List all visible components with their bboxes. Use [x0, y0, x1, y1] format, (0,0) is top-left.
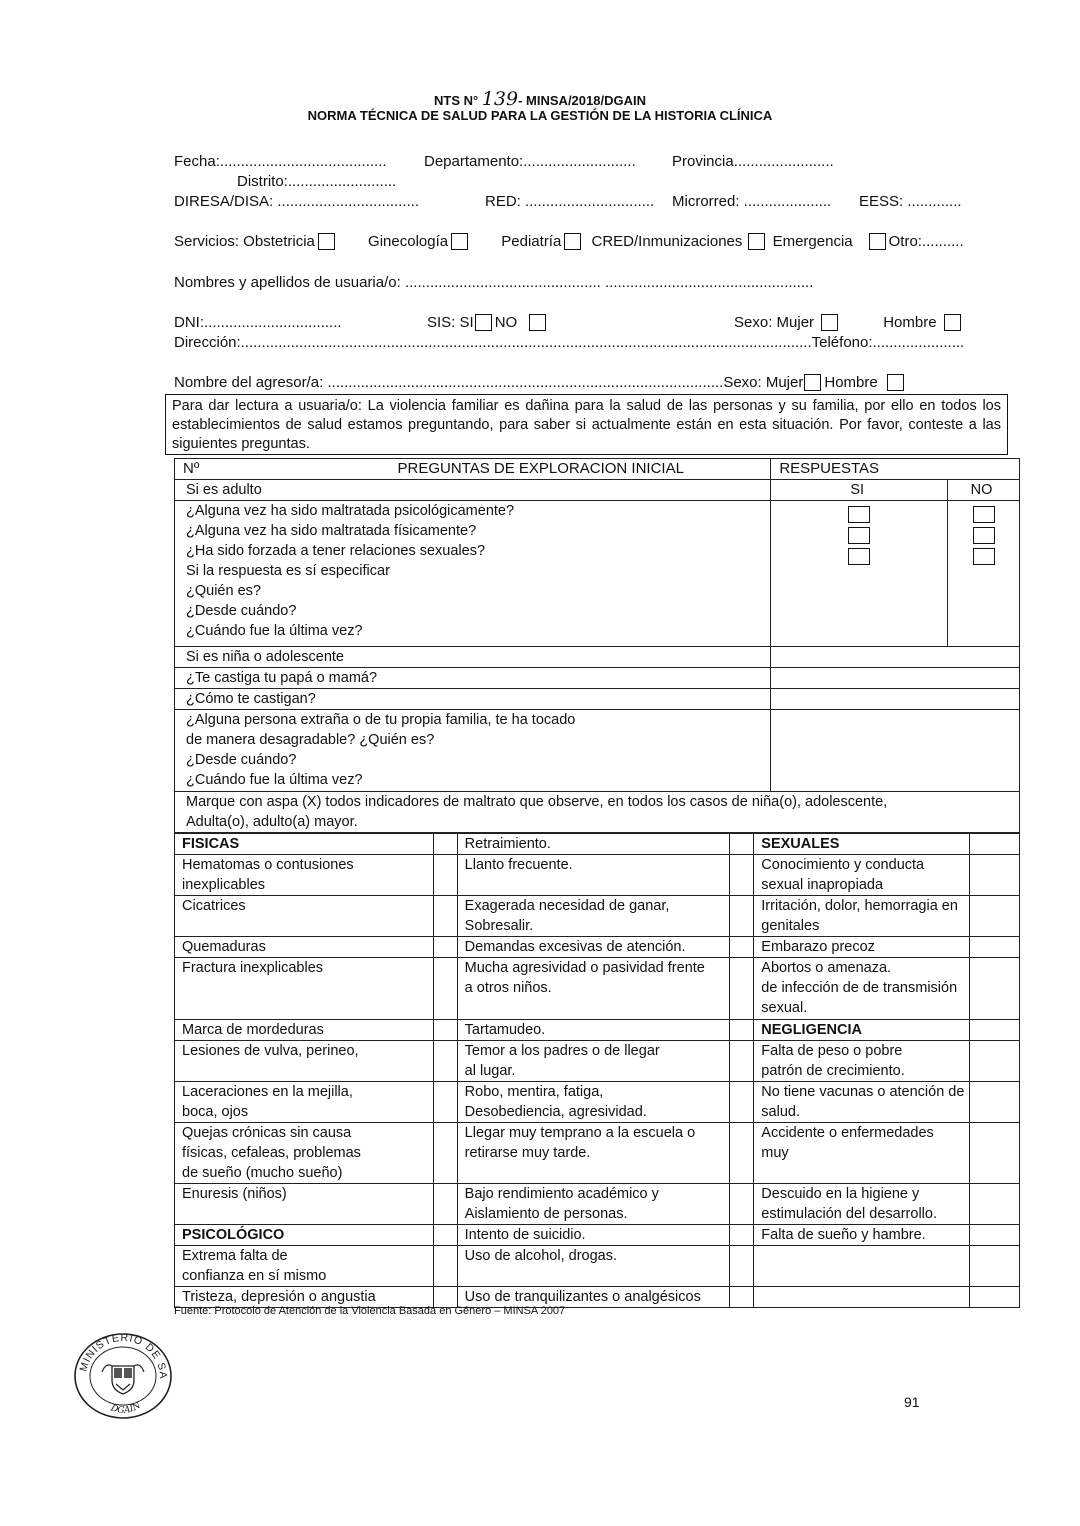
indicator-fisico-cell: Quejas crónicas sin causa físicas, cefaleas, problemas de sueño (mucho sueño)	[175, 1123, 434, 1184]
indicator-conducta-cell: Intento de suicidio.	[457, 1225, 730, 1246]
no-checkbox[interactable]	[973, 548, 995, 565]
adult-question: Si la respuesta es sí especificar	[186, 563, 390, 579]
indicator-fisico-cell: FISICAS	[175, 834, 434, 855]
indicator-mark-cell[interactable]	[970, 1082, 1020, 1123]
si-header: SI	[771, 480, 948, 501]
document-title: NORMA TÉCNICA DE SALUD PARA LA GESTIÓN DE LA HISTORIA CLÍNICA	[307, 108, 773, 123]
page-number: 91	[904, 1394, 920, 1410]
indicator-conducta-cell: Exagerada necesidad de ganar, Sobresalir.	[457, 896, 730, 937]
indicator-mark-cell[interactable]	[970, 958, 1020, 1020]
indicator-mark-cell[interactable]	[730, 896, 754, 937]
col-no-header: Nº	[183, 460, 200, 477]
si-answers-cell	[771, 501, 948, 647]
svg-text:DGAIN	[108, 1400, 143, 1416]
indicator-mark-cell[interactable]	[730, 1082, 754, 1123]
adult-question: ¿Quién es?	[186, 583, 261, 599]
diresa-field: DIRESA/DISA: ..................................	[174, 193, 420, 210]
indicator-sexual-cell: Abortos o amenaza. de infección de de transmisión sexual.	[754, 958, 970, 1020]
questions-header	[175, 459, 771, 480]
mujer-checkbox[interactable]	[821, 314, 838, 331]
sis-no-label: NO	[494, 314, 518, 331]
nts-prefix: NTS N°	[434, 93, 479, 108]
indicator-fisico-cell: Cicatrices	[175, 896, 434, 937]
no-header: NO	[948, 480, 1020, 501]
indicator-sexual-cell: Irritación, dolor, hemorragia en genitales	[754, 896, 970, 937]
indicator-mark-cell[interactable]	[433, 1041, 457, 1082]
document-code	[0, 88, 1080, 110]
indicator-sexual-cell: Accidente o enfermedades muy	[754, 1123, 970, 1184]
sis-row	[427, 314, 549, 331]
agresor-hombre-label: Hombre	[824, 374, 878, 391]
stamp-bottom-text: DGAIN	[109, 1400, 143, 1416]
indicator-fisico-cell: PSICOLÓGICO	[175, 1225, 434, 1246]
nts-suffix: - MINSA/2018/DGAIN	[518, 93, 646, 108]
child-question-line: ¿Desde cuándo?	[186, 752, 297, 768]
dni-field: DNI:.................................	[174, 314, 342, 331]
indicator-mark-cell[interactable]	[970, 1123, 1020, 1184]
agresor-label: Nombre del agresor/a: ...............................................................................................Sexo: Mujer	[174, 374, 804, 391]
col-preguntas-header: PREGUNTAS DE EXPLORACION INICIAL	[397, 460, 684, 477]
indicator-conducta-cell: Llanto frecuente.	[457, 855, 730, 896]
indicator-mark-cell[interactable]	[970, 1184, 1020, 1225]
indicator-row	[175, 1246, 1020, 1287]
departamento-field: Departamento:...........................	[424, 153, 636, 170]
provincia-field: Provincia........................	[672, 153, 834, 170]
indicator-conducta-cell: Uso de tranquilizantes o analgésicos	[457, 1287, 730, 1308]
indicator-conducta-cell: Bajo rendimiento académico y Aislamiento de personas.	[457, 1184, 730, 1225]
obstetricia-checkbox[interactable]	[318, 233, 335, 250]
si-checkbox[interactable]	[848, 548, 870, 565]
indicator-mark-cell[interactable]	[730, 834, 754, 855]
child-question-touch	[175, 710, 771, 792]
indicator-conducta-cell: Robo, mentira, fatiga, Desobediencia, agresividad.	[457, 1082, 730, 1123]
indicator-mark-cell[interactable]	[730, 958, 754, 1020]
indicator-fisico-cell: Enuresis (niños)	[175, 1184, 434, 1225]
indicator-sexual-cell: Conocimiento y conducta sexual inapropiada	[754, 855, 970, 896]
indicator-mark-cell[interactable]	[433, 1184, 457, 1225]
indicator-mark-cell[interactable]	[433, 834, 457, 855]
indicator-row	[175, 1020, 1020, 1041]
sexo-row	[734, 314, 964, 331]
adult-questions-cell	[175, 501, 771, 647]
hombre-label: Hombre	[883, 314, 937, 331]
answer-cell	[771, 647, 1020, 668]
questions-table	[174, 458, 1020, 833]
indicator-sexual-cell: NEGLIGENCIA	[754, 1020, 970, 1041]
indicator-row	[175, 1041, 1020, 1082]
indicator-mark-cell[interactable]	[730, 1020, 754, 1041]
indicator-mark-cell[interactable]	[730, 1287, 754, 1308]
indicator-mark-cell[interactable]	[730, 1225, 754, 1246]
direccion-field: Dirección:.........................................................................................................................................Teléfono:......................	[174, 334, 965, 351]
answer-cell	[771, 710, 1020, 792]
indicator-row	[175, 896, 1020, 937]
cred-label: CRED/Inmunizaciones	[591, 233, 743, 250]
indicator-sexual-cell: Falta de sueño y hambre.	[754, 1225, 970, 1246]
microrred-field: Microrred: .....................	[672, 193, 832, 210]
ginecologia-checkbox[interactable]	[451, 233, 468, 250]
adult-section-label: Si es adulto	[175, 480, 771, 501]
red-field: RED: ...............................	[485, 193, 655, 210]
indicator-conducta-cell: Retraimiento.	[457, 834, 730, 855]
otro-label: Otro:..........	[888, 233, 964, 250]
indicator-mark-cell[interactable]	[730, 1184, 754, 1225]
questions-header-row	[175, 459, 1020, 480]
intro-text: Para dar lectura a usuaria/o: La violencia familiar es dañina para la salud de las personas y su familia, por ello en todos los establecimientos de salud estamos preguntando, para saber si actualmente están en esta situación. Por favor, conteste a las siguientes preguntas.	[165, 394, 1008, 455]
indicator-row	[175, 1123, 1020, 1184]
child-question-line: ¿Cuándo fue la última vez?	[186, 772, 363, 788]
ministry-stamp	[72, 1328, 174, 1425]
answer-cell	[771, 668, 1020, 689]
indicators-table	[174, 833, 1020, 1308]
indicator-mark-cell[interactable]	[970, 855, 1020, 896]
no-checkbox[interactable]	[973, 506, 995, 523]
agresor-mujer-checkbox[interactable]	[804, 374, 821, 391]
indicator-row	[175, 834, 1020, 855]
indicator-row	[175, 1184, 1020, 1225]
indicator-fisico-cell: Fractura inexplicables	[175, 958, 434, 1020]
cred-checkbox[interactable]	[748, 233, 765, 250]
indicator-row	[175, 1225, 1020, 1246]
indicator-conducta-cell: Demandas excesivas de atención.	[457, 937, 730, 958]
nts-number: 139	[481, 88, 519, 110]
indicator-mark-cell[interactable]	[433, 855, 457, 896]
col-respuestas-header: RESPUESTAS	[771, 459, 1020, 480]
indicator-mark-cell[interactable]	[970, 1246, 1020, 1287]
sis-label: SIS: SI	[427, 314, 474, 331]
indicator-fisico-cell: Lesiones de vulva, perineo,	[175, 1041, 434, 1082]
no-answers-cell	[948, 501, 1020, 647]
adult-question: ¿Desde cuándo?	[186, 603, 297, 619]
indicator-mark-cell[interactable]	[970, 1287, 1020, 1308]
pediatria-label: Pediatría	[501, 233, 562, 250]
indicator-sexual-cell: Embarazo precoz	[754, 937, 970, 958]
indicator-mark-cell[interactable]	[970, 1225, 1020, 1246]
sexo-mujer-label: Sexo: Mujer	[734, 314, 815, 331]
indicator-mark-cell[interactable]	[433, 1123, 457, 1184]
nombres-field: Nombres y apellidos de usuaria/o: ............................................... ..................................................	[174, 274, 814, 291]
indicator-fisico-cell: Laceraciones en la mejilla, boca, ojos	[175, 1082, 434, 1123]
mark-instructions	[175, 792, 1020, 833]
pediatria-checkbox[interactable]	[564, 233, 581, 250]
indicator-sexual-cell: SEXUALES	[754, 834, 970, 855]
indicator-mark-cell[interactable]	[730, 937, 754, 958]
sis-no-checkbox[interactable]	[529, 314, 546, 331]
indicator-row	[175, 1082, 1020, 1123]
indicator-row	[175, 937, 1020, 958]
indicator-fisico-cell: Marca de mordeduras	[175, 1020, 434, 1041]
servicios-row	[174, 233, 964, 250]
indicator-mark-cell[interactable]	[433, 937, 457, 958]
hombre-checkbox[interactable]	[944, 314, 961, 331]
indicator-mark-cell[interactable]	[730, 1246, 754, 1287]
indicator-mark-cell[interactable]	[433, 1225, 457, 1246]
indicator-row	[175, 958, 1020, 1020]
indicator-sexual-cell: Descuido en la higiene y estimulación del desarrollo.	[754, 1184, 970, 1225]
si-checkbox[interactable]	[848, 506, 870, 523]
indicator-mark-cell[interactable]	[433, 896, 457, 937]
child-section-label: Si es niña o adolescente	[175, 647, 771, 668]
adult-question: ¿Alguna vez ha sido maltratada físicamente?	[186, 523, 477, 539]
indicator-sexual-cell	[754, 1287, 970, 1308]
indicator-conducta-cell: Tartamudeo.	[457, 1020, 730, 1041]
indicator-sexual-cell	[754, 1246, 970, 1287]
indicator-mark-cell[interactable]	[730, 855, 754, 896]
indicator-conducta-cell: Uso de alcohol, drogas.	[457, 1246, 730, 1287]
instruction-line: Marque con aspa (X) todos indicadores de maltrato que observe, en todos los casos de niña(o), adolescente,	[186, 794, 888, 810]
adult-question: ¿Cuándo fue la última vez?	[186, 623, 363, 639]
emergencia-label: Emergencia	[772, 233, 853, 250]
footnote: Fuente: Protocolo de Atención de la Violencia Basada en Género – MINSA 2007	[174, 1305, 566, 1317]
indicator-mark-cell[interactable]	[433, 958, 457, 1020]
indicator-sexual-cell: Falta de peso o pobre patrón de crecimiento.	[754, 1041, 970, 1082]
si-checkbox[interactable]	[848, 527, 870, 544]
instruction-line: Adulta(o), adulto(a) mayor.	[186, 814, 358, 830]
child-question: ¿Te castiga tu papá o mamá?	[175, 668, 771, 689]
indicator-mark-cell[interactable]	[433, 1020, 457, 1041]
indicator-fisico-cell: Tristeza, depresión o angustia	[175, 1287, 434, 1308]
child-question-line: de manera desagradable? ¿Quién es?	[186, 732, 435, 748]
indicator-sexual-cell: No tiene vacunas o atención de salud.	[754, 1082, 970, 1123]
adult-question: ¿Alguna vez ha sido maltratada psicológicamente?	[186, 503, 515, 519]
agresor-hombre-checkbox[interactable]	[887, 374, 904, 391]
indicator-conducta-cell: Llegar muy temprano a la escuela o retirarse muy tarde.	[457, 1123, 730, 1184]
indicator-mark-cell[interactable]	[433, 1246, 457, 1287]
indicator-fisico-cell: Hematomas o contusiones inexplicables	[175, 855, 434, 896]
fecha-field: Fecha:........................................	[174, 153, 387, 170]
indicator-mark-cell[interactable]	[970, 896, 1020, 937]
indicator-conducta-cell: Mucha agresividad o pasividad frente a otros niños.	[457, 958, 730, 1020]
ginecologia-label: Ginecología	[368, 233, 449, 250]
agresor-row	[174, 374, 907, 391]
stamp-seal-icon	[72, 1328, 174, 1420]
child-question: ¿Cómo te castigan?	[175, 689, 771, 710]
otro-checkbox[interactable]	[869, 233, 886, 250]
sis-si-checkbox[interactable]	[475, 314, 492, 331]
answer-cell	[771, 689, 1020, 710]
eess-field: EESS: .............	[859, 193, 962, 210]
indicator-mark-cell[interactable]	[970, 1041, 1020, 1082]
indicator-mark-cell[interactable]	[433, 1082, 457, 1123]
stamp-top-text: MINISTERIO DE SA	[77, 1331, 170, 1380]
indicator-mark-cell[interactable]	[970, 834, 1020, 855]
indicator-fisico-cell: Quemaduras	[175, 937, 434, 958]
indicator-mark-cell[interactable]	[970, 1020, 1020, 1041]
indicator-mark-cell[interactable]	[970, 937, 1020, 958]
servicios-label: Servicios: Obstetricia	[174, 233, 315, 250]
adult-question: ¿Ha sido forzada a tener relaciones sexuales?	[186, 543, 486, 559]
indicator-mark-cell[interactable]	[730, 1123, 754, 1184]
distrito-field: Distrito:..........................	[237, 173, 397, 190]
indicator-mark-cell[interactable]	[730, 1041, 754, 1082]
indicator-fisico-cell: Extrema falta de confianza en sí mismo	[175, 1246, 434, 1287]
child-question-line: ¿Alguna persona extraña o de tu propia familia, te ha tocado	[186, 712, 576, 728]
no-checkbox[interactable]	[973, 527, 995, 544]
indicator-row	[175, 855, 1020, 896]
indicator-conducta-cell: Temor a los padres o de llegar al lugar.	[457, 1041, 730, 1082]
